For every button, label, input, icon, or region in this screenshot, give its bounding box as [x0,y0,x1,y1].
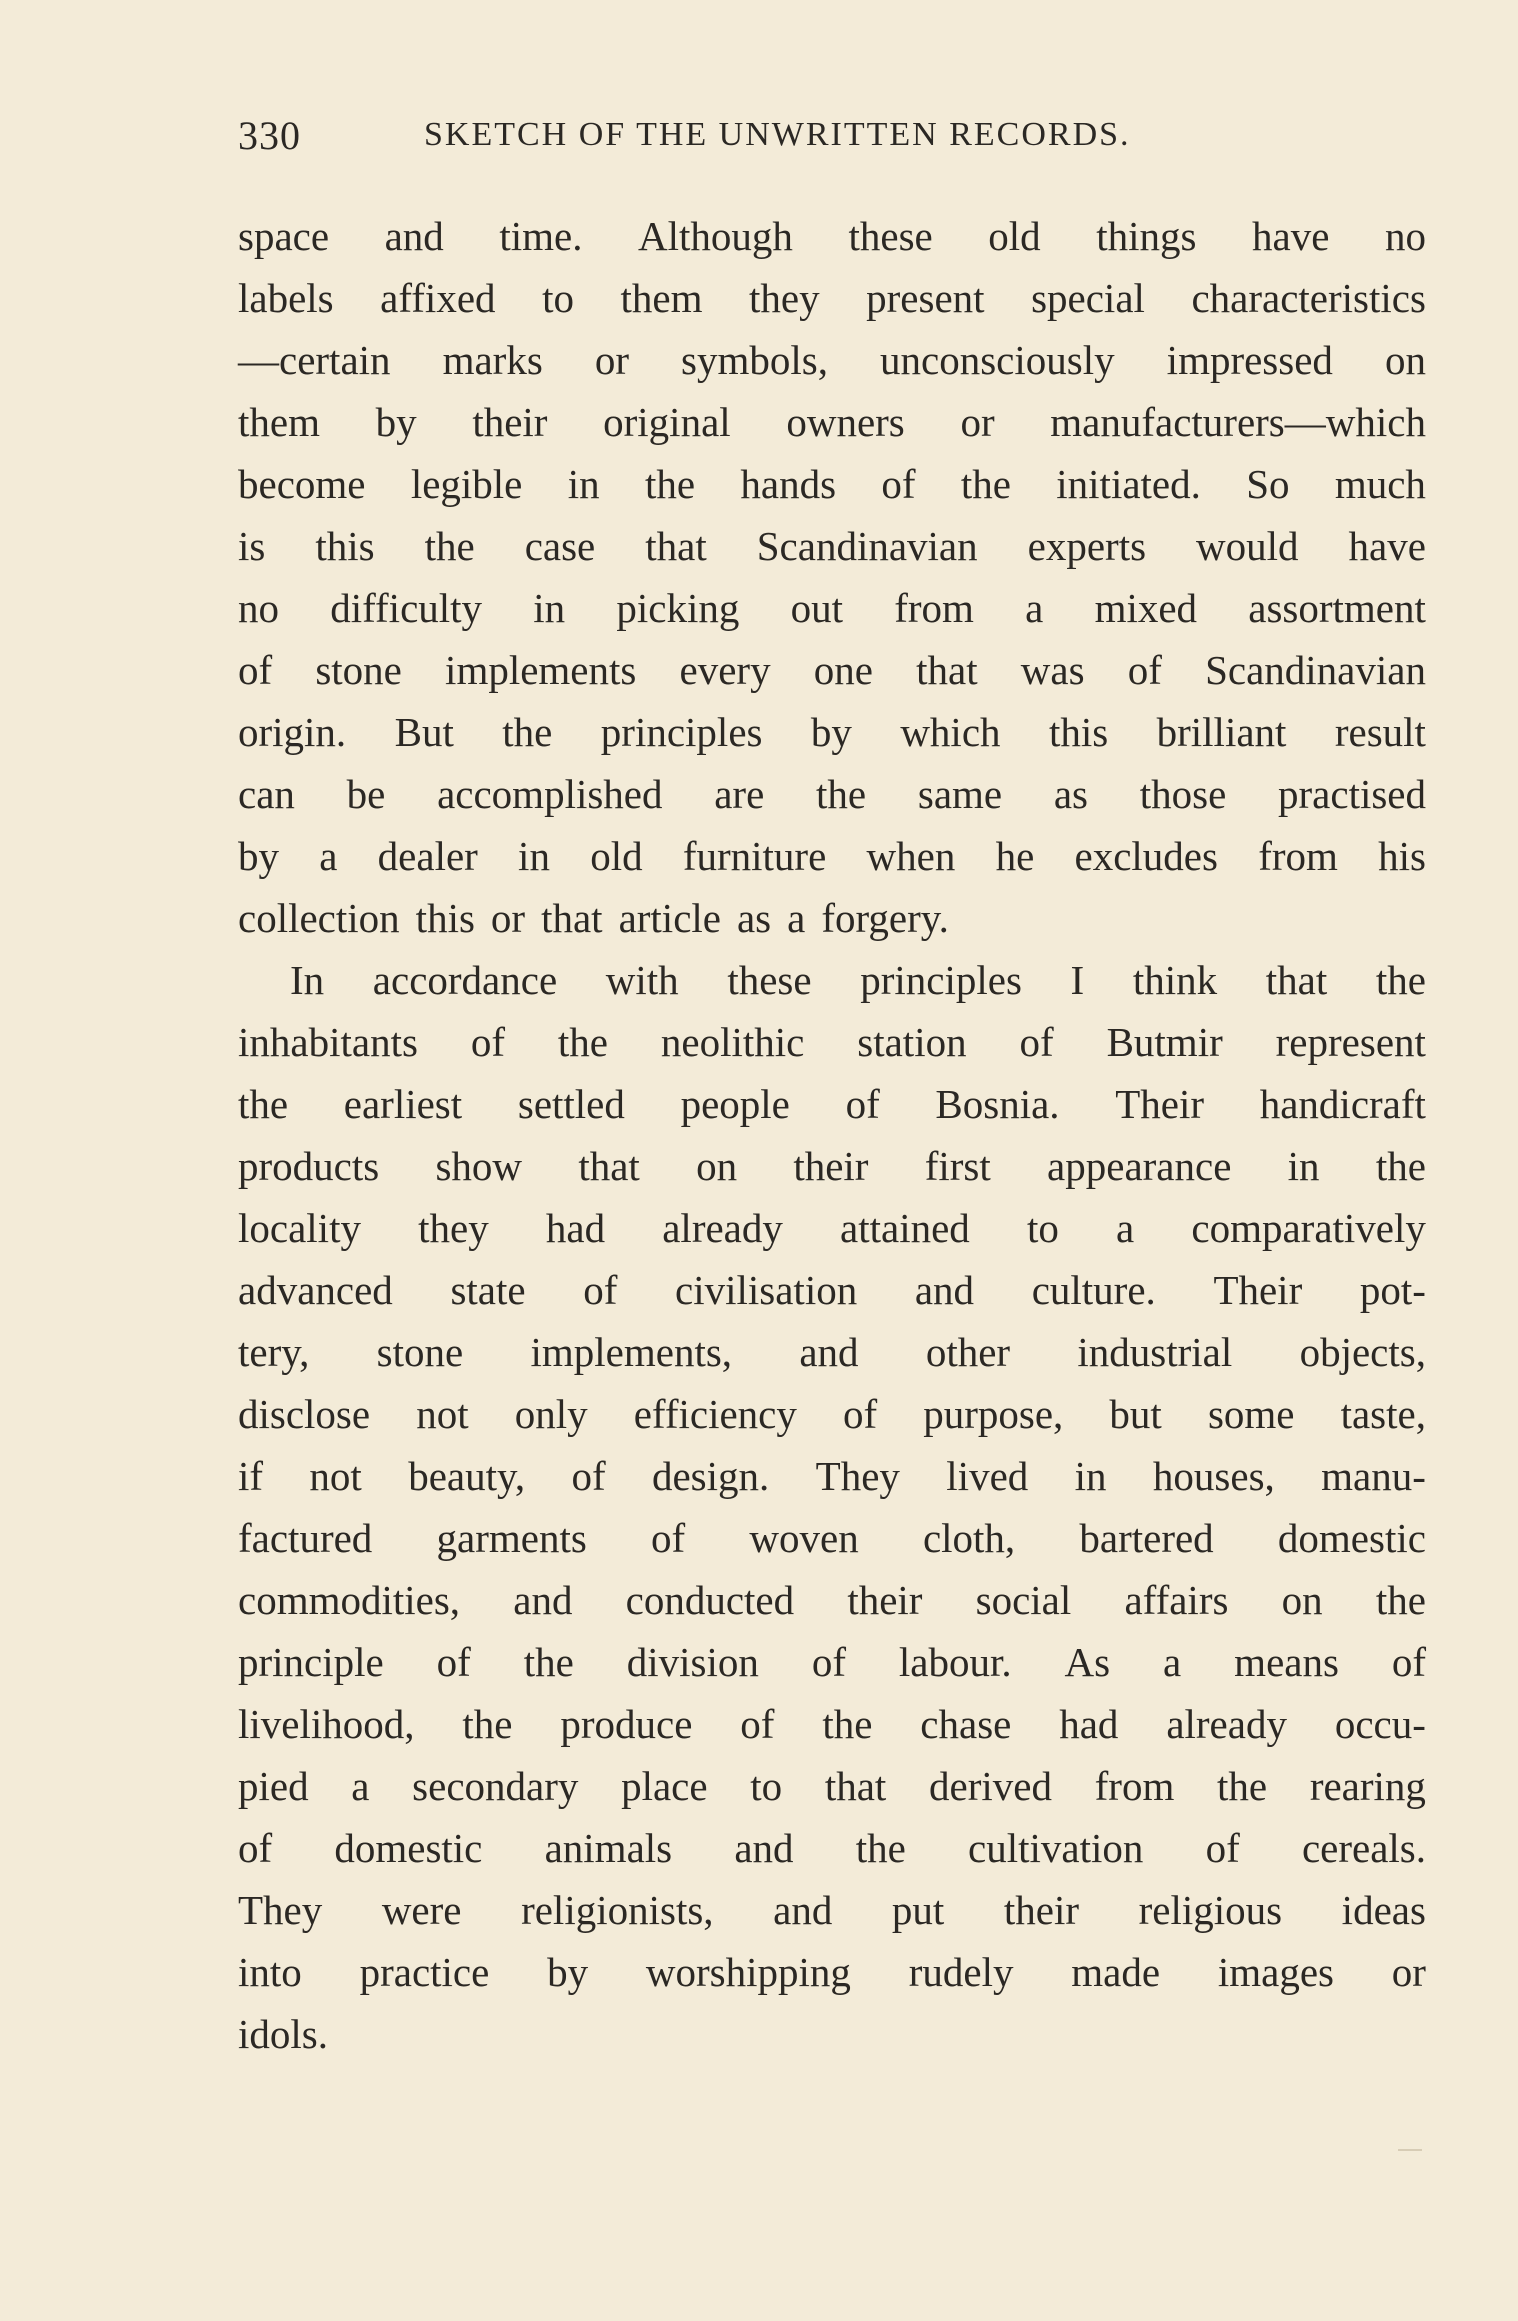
word: purpose, [923,1391,1064,1437]
word: They [815,1453,900,1499]
word: them [620,275,703,321]
word: is [238,523,266,569]
word: pied [238,1763,309,1809]
word: images [1217,1949,1334,1995]
word: to [1026,1205,1059,1251]
word: owners [786,399,905,445]
word: on [1384,337,1426,383]
word: not [416,1391,469,1437]
word: earliest [343,1081,463,1127]
word: every [679,647,771,693]
word: in [567,461,600,507]
word: in [1287,1143,1320,1189]
text-line [238,1879,1426,1941]
word: Their [1115,1081,1205,1127]
word: implements [445,647,637,693]
word: a [1163,1639,1182,1685]
text-line [238,1817,1426,1879]
word: chase [920,1701,1012,1747]
word: already [1166,1701,1287,1747]
word: occu- [1334,1701,1426,1747]
word: locality [238,1205,361,1251]
word: initiated. [1056,461,1201,507]
word: cultivation [968,1825,1144,1871]
text-line [238,1631,1426,1693]
word: that [578,1143,640,1189]
word: experts [1027,523,1147,569]
word: that [824,1763,887,1809]
word: the [238,1081,289,1127]
word: show [435,1143,523,1189]
text-line [238,267,1426,329]
word: the [644,461,696,507]
word: conducted [625,1577,795,1623]
word: excludes [1074,833,1218,879]
word: he [995,833,1035,879]
word: one [813,647,873,693]
word: made [1071,1949,1161,1995]
word: They [238,1887,323,1933]
word: by [238,833,279,879]
word: collection [238,895,400,941]
word: of [571,1453,606,1499]
word: be [346,771,386,817]
word: manu- [1321,1453,1426,1499]
word: or [594,337,629,383]
word: means [1234,1639,1339,1685]
word: the [1375,1577,1426,1623]
text-line [238,1693,1426,1755]
word: impressed [1166,337,1333,383]
word: Butmir [1106,1019,1223,1065]
word: their [1003,1887,1080,1933]
word: or [1391,1949,1426,1995]
word: picking [616,585,740,631]
word: But [394,709,454,755]
word: settled [517,1081,625,1127]
word: unconsciously [880,337,1115,383]
word: of [470,1019,505,1065]
word: no [1384,213,1426,259]
word: already [662,1205,783,1251]
word: in [533,585,566,631]
word: put [891,1887,945,1933]
word: comparatively [1191,1205,1426,1251]
word: space [238,213,330,259]
word: Their [1213,1267,1303,1313]
text-line [238,701,1426,763]
word: stone [376,1329,464,1375]
word: attained [840,1205,970,1251]
word: these [848,213,933,259]
word: domestic [1277,1515,1426,1561]
word: of [1391,1639,1426,1685]
word: division [626,1639,759,1685]
word: garments [436,1515,587,1561]
word: origin. [238,709,347,755]
word: products [238,1143,380,1189]
word: ideas [1341,1887,1426,1933]
word: rearing [1309,1763,1426,1809]
word: the [1217,1763,1268,1809]
word: rudely [908,1949,1014,1995]
word: design. [651,1453,770,1499]
word: of [1205,1825,1240,1871]
body-text [238,205,1426,2065]
word: they [418,1205,489,1251]
word: religious [1138,1887,1283,1933]
text-line [238,205,1426,267]
word: them [238,399,320,445]
word: of [583,1267,618,1313]
word: the [816,771,867,817]
word: idols. [238,2011,328,2057]
word: become [238,461,366,507]
word: a [1116,1205,1135,1251]
word: are [714,771,765,817]
word: the [855,1825,906,1871]
word: tery, [238,1329,310,1375]
text-line [238,639,1426,701]
word: a [1025,585,1044,631]
word: labels [238,275,334,321]
text-line [238,391,1426,453]
word: appearance [1047,1143,1232,1189]
word: original [603,399,731,445]
word: in [1074,1453,1107,1499]
word: lived [946,1453,1029,1499]
word: the [960,461,1011,507]
word: that [1265,957,1328,1003]
word: into [238,1949,302,1995]
word: assortment [1248,585,1426,631]
word: but [1109,1391,1162,1437]
word: civilisation [675,1267,858,1313]
word: of [842,1391,878,1437]
word: and [734,1825,794,1871]
page-number: 330 [238,113,301,158]
word: by [547,1949,589,1995]
word: beauty, [408,1453,526,1499]
word: of [238,647,273,693]
word: and [914,1267,975,1313]
word: this [1048,709,1109,755]
word: commodities, [238,1577,461,1623]
word: out [790,585,843,631]
word: characteristics [1191,275,1426,321]
word: In [290,957,325,1003]
text-line [238,577,1426,639]
word: old [988,213,1041,259]
word: would [1196,523,1299,569]
word: As [1064,1639,1111,1685]
word: state [450,1267,526,1313]
word: So [1246,461,1290,507]
word: labour. [898,1639,1012,1685]
word: from [1258,833,1338,879]
word: efficiency [633,1391,797,1437]
text-line [238,1135,1426,1197]
word: the [523,1639,574,1685]
word: factured [238,1515,373,1561]
word: produce [560,1701,693,1747]
word: by [810,709,852,755]
page-header [238,112,1238,172]
text-line [238,1569,1426,1631]
text-line [238,1941,1426,2003]
word: and [773,1887,833,1933]
word: advanced [238,1267,393,1313]
word: the [557,1019,608,1065]
word: practice [359,1949,490,1995]
word: marks [442,337,543,383]
word: cloth, [922,1515,1016,1561]
word: principles [860,957,1022,1003]
word: this [415,895,475,941]
word: some [1207,1391,1295,1437]
word: stone [315,647,402,693]
word: much [1334,461,1426,507]
word: industrial [1077,1329,1233,1375]
word: a [351,1763,370,1809]
word: difficulty [330,585,483,631]
word: that [916,647,978,693]
word: his [1378,833,1426,879]
word: of [651,1515,686,1561]
word: not [309,1453,362,1499]
word: affairs [1124,1577,1229,1623]
word: on [696,1143,738,1189]
word: and [513,1577,573,1623]
word: only [514,1391,588,1437]
word: manufacturers—which [1050,399,1426,445]
word: those [1139,771,1227,817]
word: principle [238,1639,384,1685]
paragraph-end-line [238,887,1426,949]
word: other [925,1329,1011,1375]
word: dealer [377,833,478,879]
word: people [680,1081,790,1127]
word: —certain [238,337,391,383]
word: derived [929,1763,1052,1809]
paragraph-start-line [238,949,1426,1011]
word: time. [499,213,583,259]
word: their [793,1143,869,1189]
word: handicraft [1259,1081,1426,1127]
word: of [740,1701,775,1747]
word: that [541,895,603,941]
text-line [238,825,1426,887]
word: forgery. [821,895,949,941]
word: their [847,1577,923,1623]
word: on [1281,1577,1323,1623]
word: can [238,771,295,817]
text-line [238,515,1426,577]
word: of [238,1825,273,1871]
word: Although [638,213,793,259]
word: Scandinavian [1205,647,1426,693]
word: accordance [372,957,558,1003]
word: result [1334,709,1426,755]
paragraph-end-line [238,2003,1426,2065]
word: the [1375,957,1426,1003]
word: were [381,1887,462,1933]
word: which [900,709,1001,755]
word: have [1348,523,1426,569]
text-line [238,1259,1426,1321]
word: pot- [1359,1267,1426,1313]
text-line [238,1507,1426,1569]
word: bartered [1079,1515,1214,1561]
word: no [238,585,279,631]
word: the [502,709,553,755]
word: when [866,833,956,879]
word: case [524,523,596,569]
word: I [1070,957,1085,1003]
word: or [960,399,995,445]
word: legible [410,461,523,507]
word: disclose [238,1391,371,1437]
text-line [238,1197,1426,1259]
word: the [424,523,475,569]
word: the [462,1701,513,1747]
word: woven [749,1515,859,1561]
word: inhabitants [238,1019,418,1065]
word: these [727,957,812,1003]
text-line [238,453,1426,515]
word: from [1094,1763,1175,1809]
word: of [436,1639,471,1685]
word: the [822,1701,873,1747]
word: principles [600,709,763,755]
text-line [238,1755,1426,1817]
word: they [749,275,820,321]
text-line [238,329,1426,391]
print-mark [1398,2149,1422,2151]
word: was [1020,647,1085,693]
word: secondary [412,1763,579,1809]
word: implements, [530,1329,733,1375]
word: accomplished [437,771,663,817]
word: and [799,1329,859,1375]
word: houses, [1152,1453,1275,1499]
word: and [384,213,444,259]
word: a [319,833,338,879]
word: things [1096,213,1197,259]
word: special [1031,275,1145,321]
word: mixed [1094,585,1198,631]
word: with [605,957,679,1003]
word: neolithic [660,1019,805,1065]
word: the [1375,1143,1426,1189]
word: their [472,399,548,445]
word: first [924,1143,991,1189]
word: objects, [1299,1329,1426,1375]
word: to [542,275,574,321]
word: article [618,895,721,941]
word: hands [740,461,837,507]
word: social [975,1577,1072,1623]
word: as [1053,771,1088,817]
text-line [238,1445,1426,1507]
word: to [750,1763,783,1809]
word: culture. [1031,1267,1156,1313]
word: of [811,1639,846,1685]
word: had [1059,1701,1119,1747]
word: furniture [682,833,827,879]
word: old [590,833,643,879]
word: as [736,895,772,941]
text-line [238,1073,1426,1135]
word: by [375,399,417,445]
word: place [621,1763,708,1809]
word: cereals. [1301,1825,1426,1871]
word: station [857,1019,967,1065]
text-line [238,1011,1426,1073]
word: Scandinavian [756,523,978,569]
word: think [1132,957,1218,1003]
word: of [881,461,916,507]
word: present [866,275,985,321]
word: of [845,1081,880,1127]
text-line [238,1383,1426,1445]
word: livelihood, [238,1701,415,1747]
word: in [518,833,550,879]
word: taste, [1340,1391,1426,1437]
word: if [238,1453,264,1499]
text-line [238,763,1426,825]
word: symbols, [681,337,828,383]
word: animals [544,1825,673,1871]
running-title: SKETCH OF THE UNWRITTEN RECORDS. [424,116,1131,153]
word: affixed [380,275,496,321]
text-line [238,1321,1426,1383]
word: from [894,585,974,631]
word: this [315,523,375,569]
word: a [787,895,806,941]
word: represent [1275,1019,1426,1065]
word: religionists, [521,1887,714,1933]
word: or [490,895,526,941]
word: that [645,523,707,569]
word: brilliant [1156,709,1287,755]
word: had [545,1205,606,1251]
word: same [917,771,1003,817]
word: of [1019,1019,1054,1065]
word: worshipping [645,1949,851,1995]
word: domestic [334,1825,483,1871]
word: practised [1278,771,1426,817]
word: have [1252,213,1330,259]
word: Bosnia. [935,1081,1060,1127]
word: of [1127,647,1162,693]
